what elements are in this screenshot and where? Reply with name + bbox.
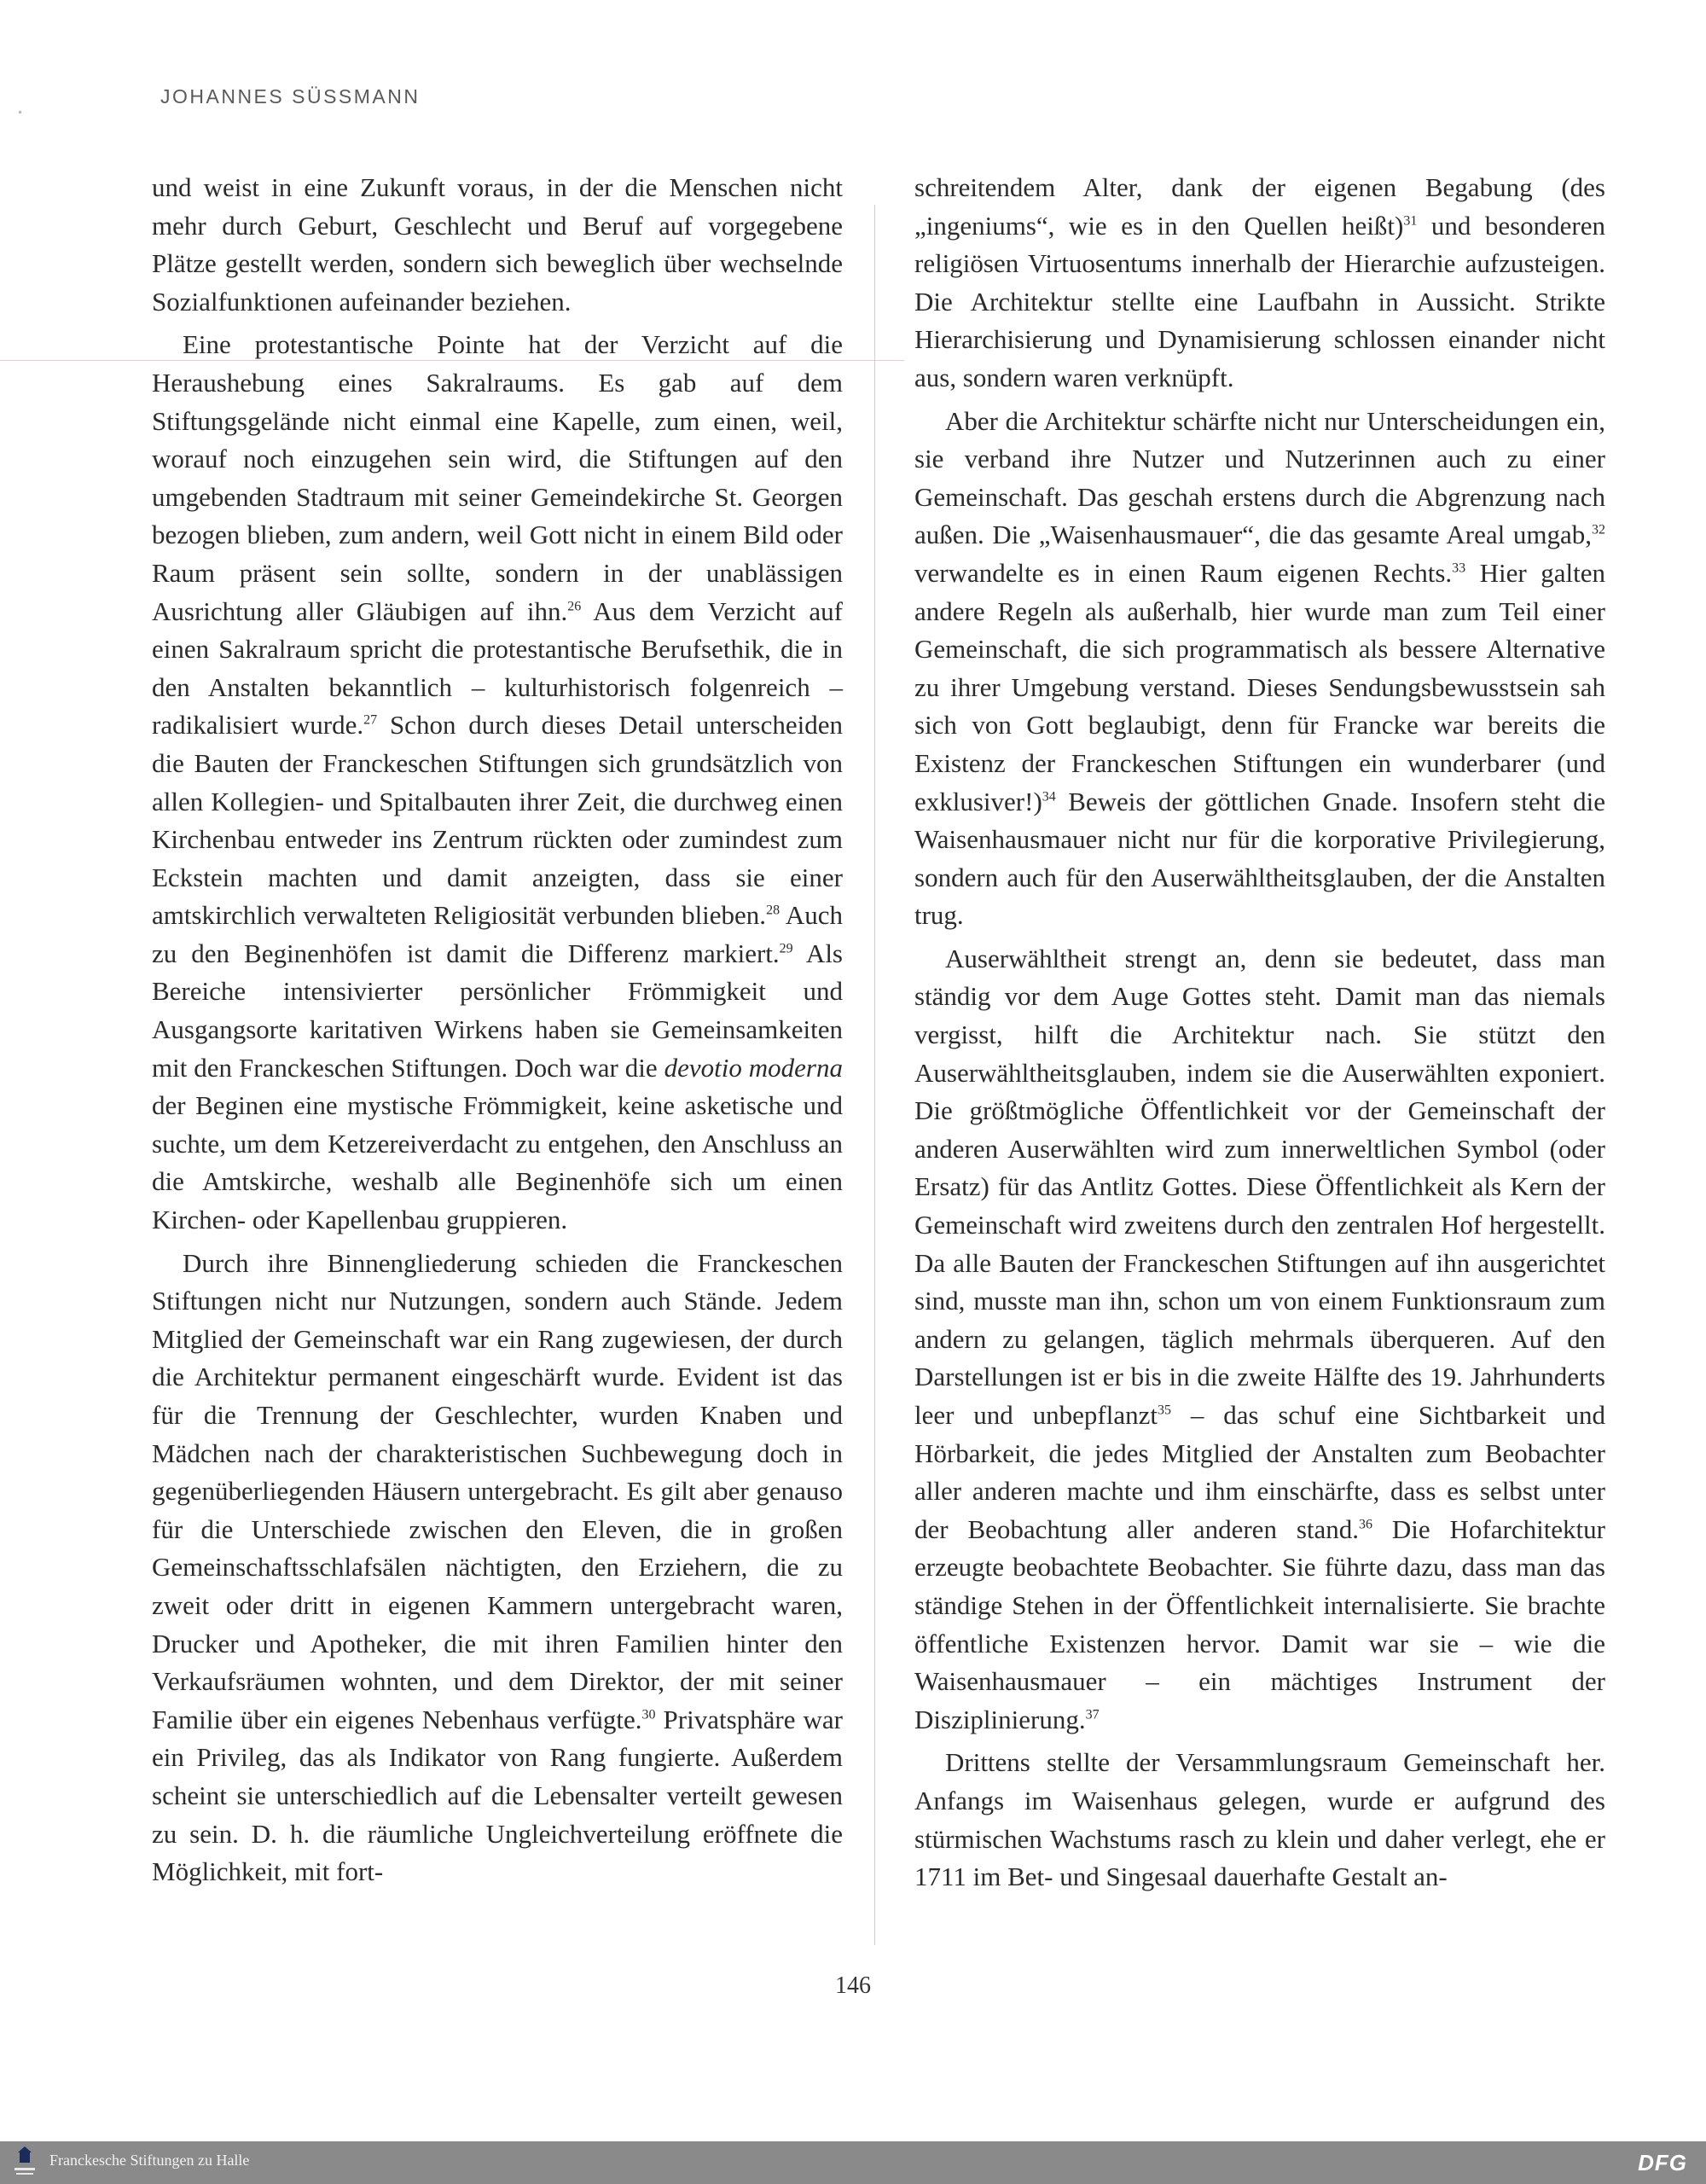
footnote-marker: 29 [779, 941, 793, 956]
text-run: Auserwähltheit strengt an, denn sie bedeutet, dass man ständig vor dem Auge Gottes steht. Damit man das niemals vergisst, hilft die Architektur nach. Sie stützt den Auserwähltheitsglauben, indem sie die Auserwählten exponiert. Die größtmögliche Öffentlichkeit vor der Gemeinschaft der anderen Auserwählten wird zum innerweltlichen Symbol (oder Ersatz) für das Antlitz Gottes. Diese Öffentlichkeit als Kern der Gemeinschaft wird zweitens durch den zentralen Hof hergestellt. Da alle Bauten der Franckeschen Stiftungen auf ihn ausgerichtet sind, musste man ihn, schon um von einem Funktionsraum zum andern zu gelangen, täglich mehrmals überqueren. Auf den Darstellungen ist er bis in die zweite Hälfte des 19. Jahrhunderts leer und unbepflanzt [914, 943, 1605, 1430]
text-run: Aber die Architektur schärfte nicht nur Unterscheidungen ein, sie verband ihre Nutzer und Nutzerinnen auch zu einer Gemeinschaft. Das geschah erstens durch die Abgrenzung nach außen. Die „Waisenhausmauer“, die das gesamte Areal umgab, [914, 405, 1605, 550]
text-run: Als Bereiche intensivierter persönlicher Frömmigkeit und Ausgangsorte karitativen Wirkens haben sie Gemeinsamkeiten mit den Franckeschen Stiftungen. Doch war die [152, 938, 843, 1083]
footnote-marker: 34 [1042, 789, 1056, 804]
footnote-marker: 37 [1085, 1707, 1100, 1722]
text-run: Durch ihre Binnengliederung schieden die Franckeschen Stiftungen nicht nur Nutzungen, sondern auch Stände. Jedem Mitglied der Gemeinschaft war ein Rang zugewiesen, der durch die Architektur permanent eingeschärft wurde. Evident ist das für die Trennung der Geschlechter, wurden Knaben und Mädchen nach der charakteristischen Suchbewegung doch in gegenüberliegenden Häusern untergebracht. Es gilt aber genauso für die Unterschiede zwischen den Eleven, die in großen Gemeinschaftsschlafsälen nächtigten, den Erziehern, die zu zweit oder dritt in eigenen Kammern untergebracht waren, Drucker und Apotheker, die mit ihren Familien hinter den Verkaufsräumen wohnten, und dem Direktor, der mit seiner Familie über ein eigenes Nebenhaus verfügte. [152, 1247, 843, 1734]
text-run: Auch zu den Beginenhöfen ist damit die Differenz markiert. [152, 900, 843, 968]
text-run: Eine protestantische Pointe hat der Verzicht auf die Heraushebung eines Sakralraums. Es gab auf dem Stiftungsgelände nicht einmal eine Kapelle, zum einen, weil, worauf noch einzugehen sein wird, die Stiftungen auf den umgebenden Stadtraum mit seiner Gemeindekirche St. Georgen bezogen blieben, zum andern, weil Gott nicht in einem Bild oder Raum präsent sein sollte, sondern in der unablässigen Ausrichtung aller Gläubigen auf ihn. [152, 329, 843, 626]
scan-artifact [19, 111, 21, 113]
text-run: – das schuf eine Sichtbarkeit und Hörbarkeit, die jedes Mitglied der Anstalten zum Beobachter aller anderen machte und ihm einschärfte, dass es selbst unter der Beobachtung aller anderen stand. [914, 1400, 1605, 1544]
footnote-marker: 36 [1359, 1517, 1373, 1532]
paragraph [914, 940, 1605, 1739]
footer-bar [0, 2141, 1706, 2184]
column-divider [874, 205, 875, 1945]
text-run: und besonderen religiösen Virtuosentums innerhalb der Hierarchie aufzusteigen. Die Architektur stellte eine Laufbahn in Aussicht. Strikte Hierarchisierung und Dynamisierung schlossen einander nicht aus, sondern waren verknüpft. [914, 210, 1605, 392]
footnote-marker: 32 [1592, 523, 1605, 538]
text-run: Hier galten andere Regeln als außerhalb, hier wurde man zum Teil einer Gemeinschaft, die sich programmatisch als bessere Alternative zu ihrer Umgebung verstand. Dieses Sendungsbewusstsein sah sich von Gott beglaubigt, denn für Francke war bereits die Existenz der Franckeschen Stiftungen ein wunderbarer (und exklusiver!) [914, 557, 1605, 816]
text-column-right [914, 169, 1605, 1896]
text-run: schreitendem Alter, dank der eigenen Begabung (des „ingeniums“, wie es in den Quellen heißt) [914, 172, 1605, 241]
page-number: 146 [835, 1972, 871, 1999]
text-run: und weist in eine Zukunft voraus, in der die Menschen nicht mehr durch Geburt, Geschlecht und Beruf auf vorgegebene Plätze gestellt werden, sondern sich beweglich über wechselnde Sozialfunktionen aufeinander beziehen. [152, 172, 843, 317]
institution-logo-icon [12, 2146, 38, 2180]
text-run: Privatsphäre war ein Privileg, das als Indikator von Rang fungierte. Außerdem scheint sie unterschiedlich auf die Lebensalter verteilt gewesen zu sein. D. h. die räumliche Ungleichverteilung eröffnete die Möglichkeit, mit fort- [152, 1704, 843, 1887]
footnote-marker: 30 [641, 1707, 656, 1722]
running-head: JOHANNES SÜSSMANN [160, 85, 421, 107]
paragraph [914, 1744, 1605, 1896]
paragraph [152, 1245, 843, 1891]
text-run: Schon durch dieses Detail unterscheiden die Bauten der Franckeschen Stiftungen sich grundsätzlich von allen Kollegien- und Spitalbauten ihrer Zeit, die durchweg einen Kirchenbau entweder ins Zentrum rückten oder zumindest zum Eckstein machten und damit anzeigten, dass sie einer amtskirchlich verwalteten Religiosität verbunden blieben. [152, 710, 843, 931]
footnote-marker: 33 [1452, 561, 1466, 576]
italic-text: devotio moderna [664, 1052, 843, 1083]
text-run: verwandelte es in einen Raum eigenen Rechts. [914, 557, 1453, 588]
footnote-marker: 27 [363, 712, 378, 728]
paragraph [152, 326, 843, 1239]
footnote-marker: 35 [1157, 1403, 1171, 1418]
dfg-logo: DFG [1638, 2150, 1687, 2175]
text-run: Aus dem Verzicht auf einen Sakralraum spricht die protestantische Berufsethik, die in den Anstalten bekanntlich – kulturhistorisch folgenreich – radikalisiert wurde. [152, 595, 843, 741]
footnote-marker: 31 [1403, 213, 1418, 229]
footnote-marker: 28 [766, 903, 780, 918]
text-run: Drittens stellte der Versammlungsraum Gemeinschaft her. Anfangs im Waisenhaus gelegen, wurde er aufgrund des stürmischen Wachstums rasch zu klein und daher verlegt, ehe er 1711 im Bet- und Singesaal dauerhafte Gestalt an- [914, 1747, 1605, 1892]
paragraph [914, 403, 1605, 935]
footer-institution: Franckesche Stiftungen zu Halle [49, 2152, 250, 2169]
footnote-marker: 26 [567, 599, 582, 614]
paragraph [914, 169, 1605, 398]
text-run: Die Hofarchitektur erzeugte beobachtete Beobachter. Sie führte dazu, dass man das ständige Stehen in der Öffentlichkeit internalisierte. Sie brachte öffentliche Existenzen hervor. Damit war sie – wie die Waisenhausmauer – ein mächtiges Instrument der Disziplinierung. [914, 1513, 1605, 1734]
text-column-left [152, 169, 843, 1891]
text-run: Beweis der göttlichen Gnade. Insofern steht die Waisenhausmauer nicht nur für die korporative Privilegierung, sondern auch für den Auserwähltheitsglauben, der die Anstalten trug. [914, 786, 1605, 931]
text-run: der Beginen eine mystische Frömmigkeit, keine asketische und suchte, um dem Ketzereiverdacht zu entgehen, den Anschluss an die Amtskirche, weshalb alle Beginenhöfe sich um einen Kirchen- oder Kapellenbau gruppieren. [152, 1090, 843, 1235]
paragraph [152, 169, 843, 321]
